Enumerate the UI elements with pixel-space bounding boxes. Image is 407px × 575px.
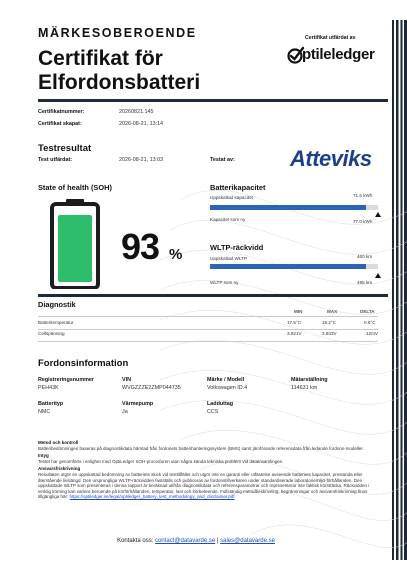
cert-created-value: 2026-08-21, 13:14 bbox=[119, 121, 164, 127]
disclaimer-heading: Ansvarsfriskrivning bbox=[38, 466, 81, 472]
battery-fill bbox=[58, 215, 92, 282]
footer-contact bbox=[0, 538, 392, 544]
soh-unit: % bbox=[169, 246, 183, 263]
method-section bbox=[38, 440, 380, 500]
method-heading: Metod och kontroll bbox=[38, 440, 79, 445]
capacity-bar-fill bbox=[210, 205, 366, 210]
cert-number-value: 20260821.145 bbox=[119, 109, 154, 115]
odo-label: Mätarställning bbox=[291, 377, 328, 383]
soh-value: 93 bbox=[121, 226, 160, 267]
intyg-heading: Intyg bbox=[38, 453, 49, 459]
wltp-marker-icon bbox=[375, 273, 381, 278]
diagnostics-heading: Diagnostik bbox=[38, 300, 76, 309]
disclaimer-body: Resultaten utgör en uppskattad bedömning av batteriets skick vid testtillfället och utgör inte en garanti eller utfästelse avseende batteriets kapacitet, prestanda eller återstående livslängd. Den ursprungliga WLTP-räckvidden fastställs och publiceras av fordonstillverkaren under standardiserade laboratoriemiljö-förhållanden. Den uppskattade WLTP som presenteras i denna rapport är beräknad utifrån diagnostikdata och referensparametrar och representerar inte faktisk körsträcka. Räckvidden i verklig körning kan variera beroende på körförhållanden, temperatur, last och körbeteende. Fullständig metodbeskrivning, begränsningar och ansvarsfriskrivning finns tillgängliga här: bbox=[38, 471, 370, 500]
footer-email-contact[interactable]: contact@datavarde.se bbox=[155, 538, 216, 544]
capacity-new-label: Kapacitet som ny bbox=[210, 217, 246, 222]
diag-row-temp-delta: 0.6°C bbox=[364, 320, 376, 325]
eyebrow-text: MÄRKESOBEROENDE bbox=[38, 26, 197, 40]
wltp-new-label: WLTP som ny bbox=[210, 280, 239, 285]
diag-col-min: MIN bbox=[294, 309, 303, 314]
test-date-value: 2026-08-21, 13:03 bbox=[119, 157, 164, 163]
capacity-bar-track bbox=[210, 205, 378, 210]
charge-label: Ladduttag bbox=[207, 401, 234, 407]
wltp-bar-fill bbox=[210, 264, 366, 269]
wltp-new-value: 495 km bbox=[357, 280, 373, 285]
reg-label: Registreringsnummer bbox=[38, 377, 95, 383]
test-result-heading: Testresultat bbox=[38, 143, 92, 154]
capacity-marker-icon bbox=[375, 212, 381, 217]
disclaimer-text bbox=[38, 472, 380, 500]
diag-col-max: MAX bbox=[327, 309, 338, 314]
disclaimer-link[interactable]: https://optiledger.se/legal/optiledger_battery_test_methodology_and_disclaimer.pdf bbox=[69, 494, 235, 500]
vin-value: WVGZZZE2ZMP044735 bbox=[122, 385, 181, 391]
odo-value: 114631 km bbox=[291, 385, 318, 391]
soh-heading: State of health (SOH) bbox=[38, 183, 112, 192]
title-line-2: Elfordonsbatteri bbox=[38, 71, 201, 94]
mid-divider bbox=[38, 294, 388, 297]
optiledger-logo-text: ptileledger bbox=[302, 46, 375, 63]
footer-label: Kontakta oss: bbox=[117, 538, 154, 544]
diag-row-temp-name: Batteritemperatur bbox=[38, 320, 74, 325]
wltp-heading: WLTP-räckvidd bbox=[210, 243, 264, 252]
diag-row-volt-max: 3.933V bbox=[322, 331, 337, 336]
test-date-label: Test utfärdat: bbox=[38, 157, 73, 163]
diag-rule-1 bbox=[38, 316, 378, 317]
header-divider bbox=[38, 99, 388, 102]
battype-value: NMC bbox=[38, 409, 51, 415]
cert-created-label: Certifikat skapat: bbox=[38, 121, 82, 127]
battype-label: Batterityp bbox=[38, 401, 64, 407]
footer-separator: | bbox=[216, 538, 219, 544]
atteviks-logo: Atteviks bbox=[290, 146, 372, 171]
intyg-text: Testet har genomförts i enlighet med OptiLedger SOH-proceduren utan några kända tekniska problem vid datainsamlingen. bbox=[38, 458, 284, 464]
battery-icon bbox=[50, 199, 100, 289]
model-label: Märke / Modell bbox=[207, 377, 245, 383]
wltp-estimated-label: Uppskattad WLTP bbox=[210, 256, 247, 261]
capacity-estimated-label: Uppskattad kapacitet bbox=[210, 195, 253, 200]
diag-row-temp-max: 18.2°C bbox=[322, 320, 337, 325]
model-value: Volkswagen ID.4 bbox=[207, 385, 248, 391]
wltp-estimated-value: 460 km bbox=[357, 254, 373, 259]
vehicle-heading: Fordonsinformation bbox=[38, 358, 129, 369]
diag-rule-3 bbox=[38, 341, 378, 342]
title-line-1: Certifikat för bbox=[38, 47, 163, 70]
charge-value: CCS bbox=[207, 409, 219, 415]
cert-number-label: Certifikatnummer: bbox=[38, 109, 85, 115]
wltp-bar-track bbox=[210, 264, 378, 269]
capacity-heading: Batterikapacitet bbox=[210, 183, 266, 192]
diag-row-volt-min: 3.921V bbox=[287, 331, 302, 336]
issued-by-label: Certifikat utfärdat av bbox=[305, 35, 356, 41]
vin-label: VIN bbox=[122, 377, 131, 383]
heatpump-label: Värmepump bbox=[122, 401, 154, 407]
reg-value: PEH43K bbox=[38, 385, 59, 391]
heatpump-value: Ja bbox=[122, 409, 128, 415]
diag-row-temp-min: 17.5°C bbox=[287, 320, 302, 325]
footer-email-sales[interactable]: sales@datavarde.se bbox=[220, 538, 275, 544]
method-text: Batteribedömningen baseras på diagnostikdata hämtad från fordonets batterihanteringssystem (BMS) samt jämförande referensdata från ledande fordons-modeller. bbox=[38, 445, 364, 451]
capacity-new-value: 77.0 kWh bbox=[353, 219, 373, 224]
tested-by-label: Testat av: bbox=[210, 157, 235, 163]
diag-col-delta: DELTA bbox=[360, 309, 375, 314]
certificate-title bbox=[38, 47, 278, 95]
diag-rule-2 bbox=[38, 329, 378, 330]
capacity-estimated-value: 71.6 kWh bbox=[353, 193, 373, 198]
diag-row-volt-delta: 12mV bbox=[366, 331, 379, 336]
optiledger-logo bbox=[286, 46, 386, 68]
diag-row-volt-name: Cellspänning bbox=[38, 331, 65, 336]
